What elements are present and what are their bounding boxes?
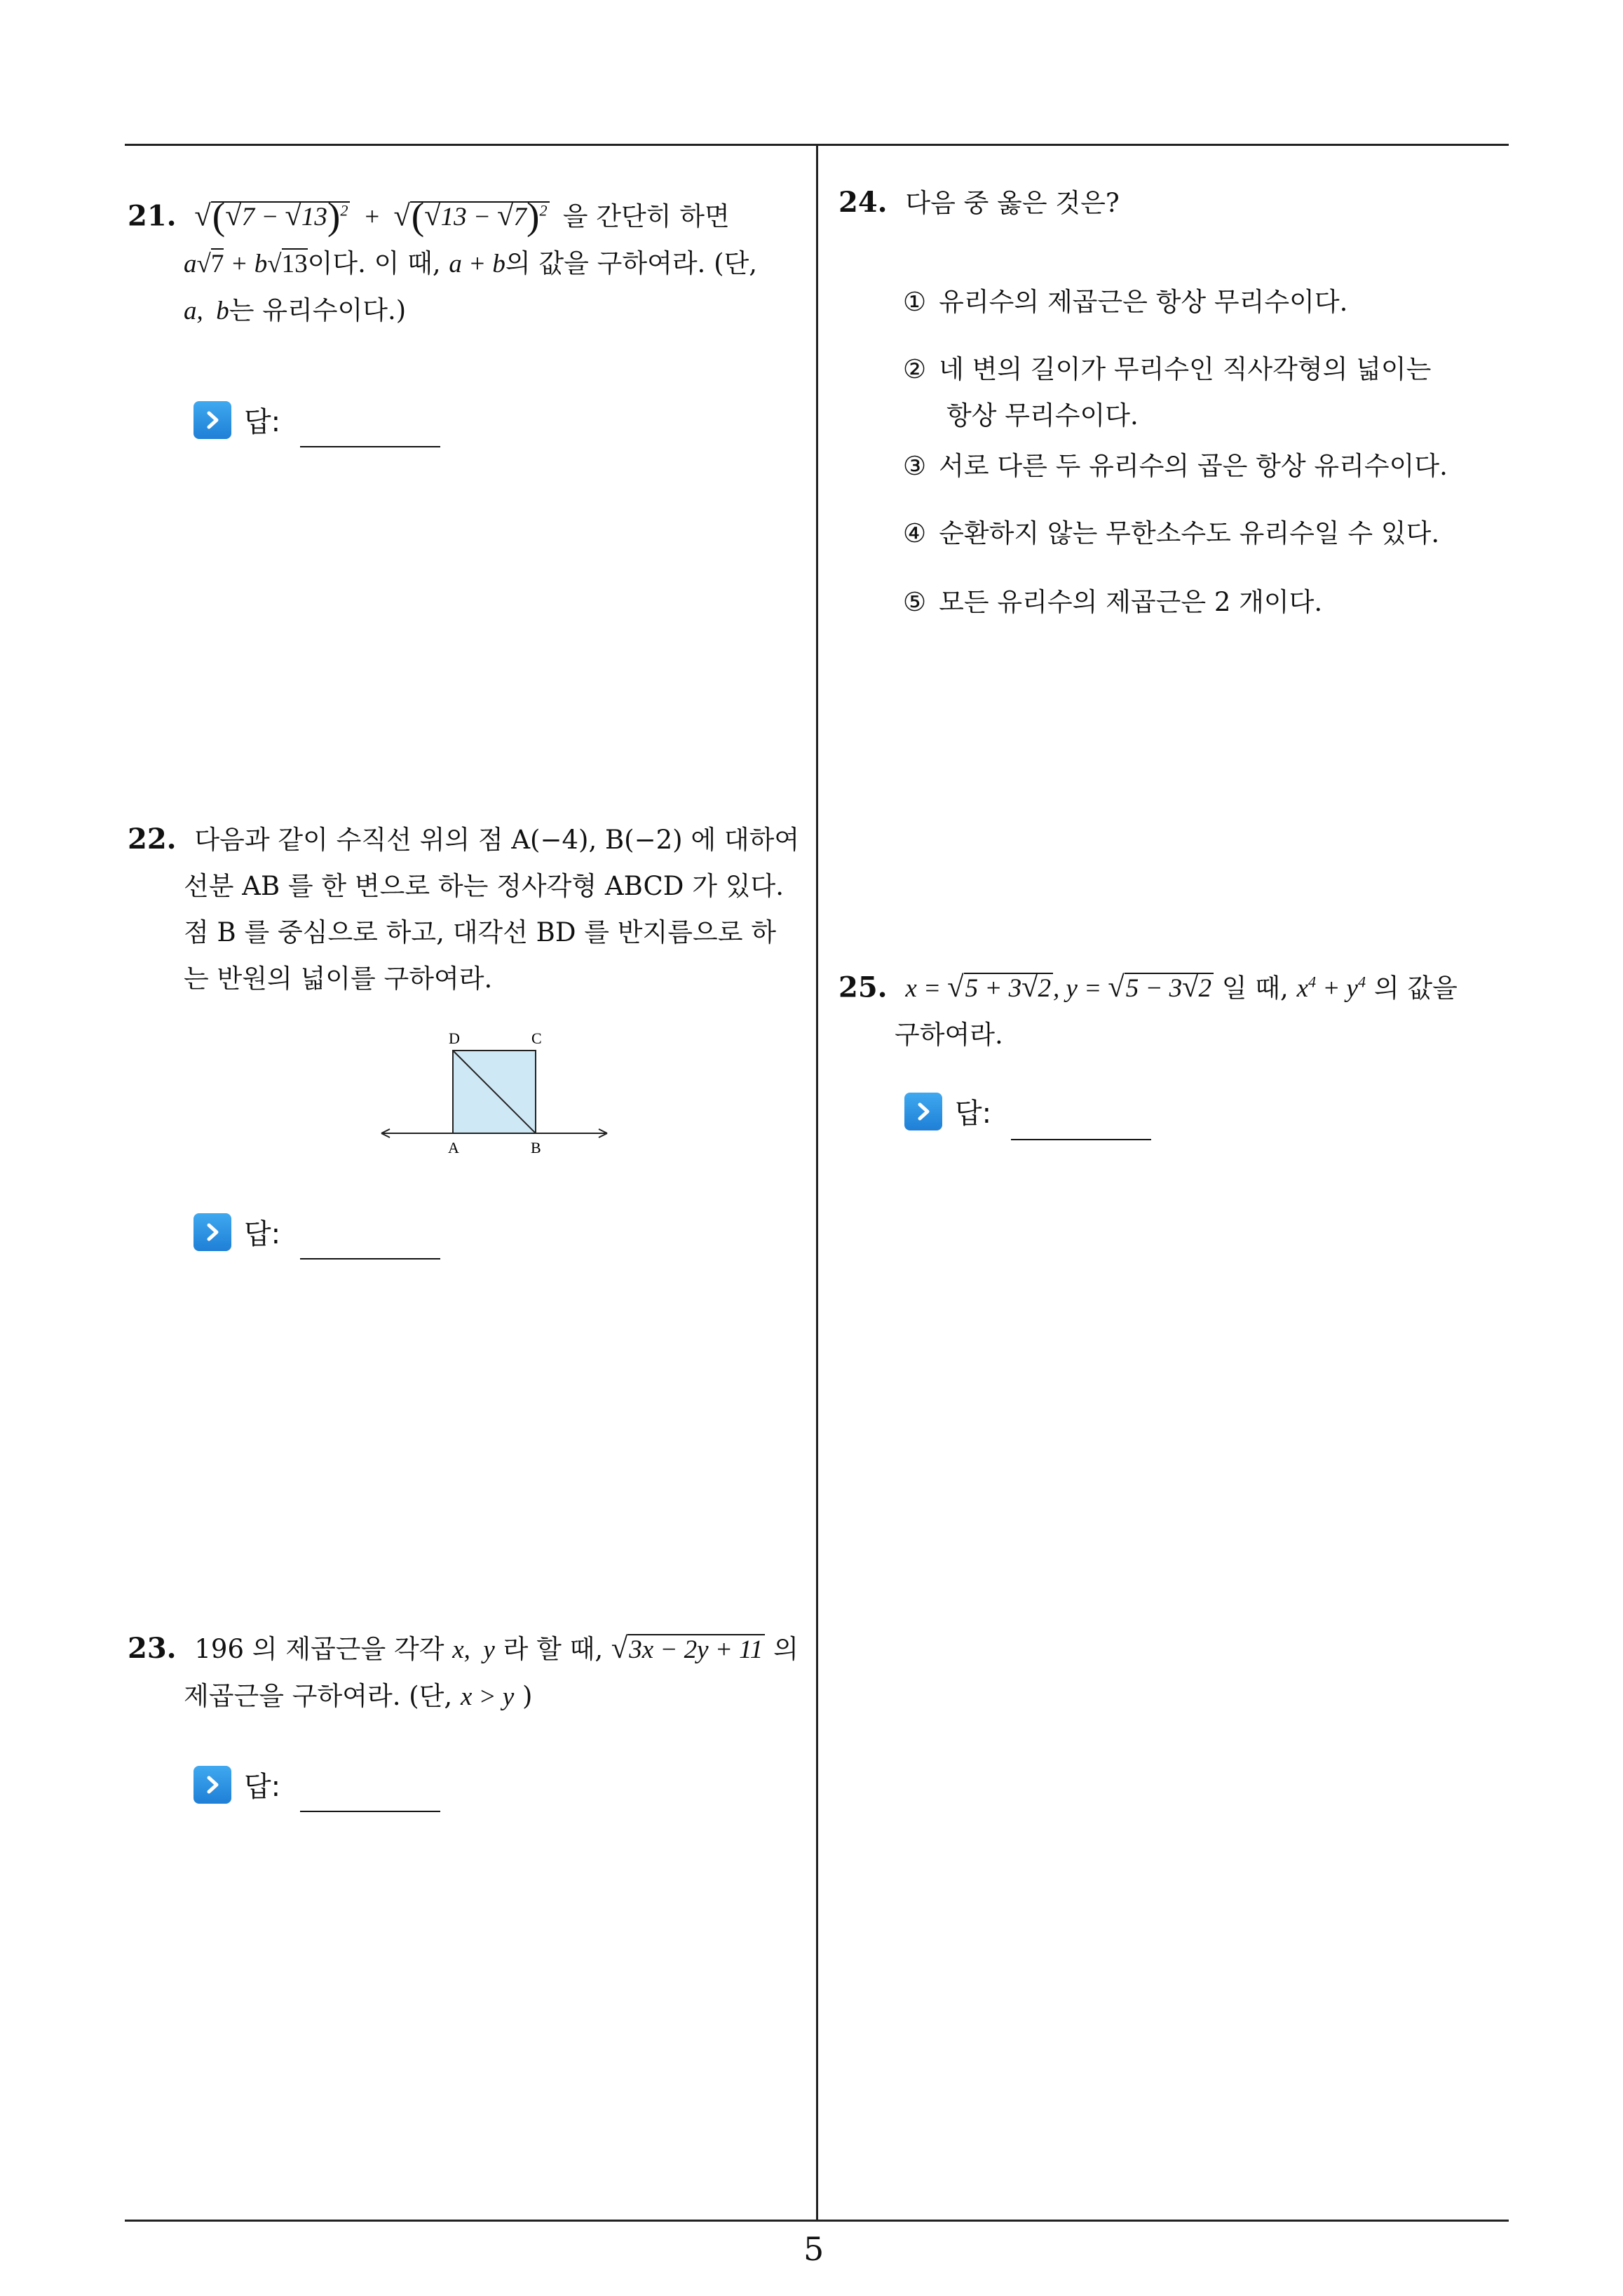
answer-label: 답: <box>244 406 281 438</box>
label-c: C <box>531 1029 542 1047</box>
answer-field-21[interactable] <box>300 446 440 447</box>
question-22 <box>128 816 808 1002</box>
q25-target: $x^4 + y^4$ <box>1296 973 1366 1004</box>
q23-condition: x > y <box>460 1682 515 1711</box>
q21-text-c: 의 값을 구하여라. (단, <box>505 248 758 279</box>
question-25 <box>838 959 1512 1058</box>
question-number: 23. <box>128 1632 177 1665</box>
q21-expression: $√(√7 - √13)^2 + √(√13 - √7)^2$ <box>194 203 555 231</box>
answer-label: 답: <box>244 1771 281 1803</box>
choice-2[interactable] <box>903 346 1431 439</box>
answer-label: 답: <box>244 1218 281 1250</box>
label-b: B <box>531 1139 541 1156</box>
choice-mark: ④ <box>903 518 927 548</box>
answer-21 <box>193 400 280 440</box>
choice-mark: ① <box>903 287 927 317</box>
label-a: A <box>448 1139 459 1156</box>
choice-mark: ③ <box>903 451 927 481</box>
bottom-rule <box>125 2220 1509 2222</box>
choice-4[interactable] <box>903 511 1439 557</box>
choice-5[interactable] <box>903 579 1322 626</box>
q22-line1: 다음과 같이 수직선 위의 점 A(−4), B(−2) 에 대하여 <box>194 825 800 855</box>
q21-form: a√7 + b√13 <box>184 250 308 279</box>
q23-expression: √3x − 2y + 11 <box>611 1626 765 1673</box>
chevron-right-icon <box>193 401 231 439</box>
answer-field-22[interactable] <box>300 1258 440 1260</box>
q24-question: 다음 중 옳은 것은? <box>905 188 1120 218</box>
answer-23 <box>193 1764 280 1804</box>
question-number: 24. <box>838 186 888 219</box>
q25-line2: 구하여라. <box>895 1020 1003 1051</box>
q21-text-a: 을 간단히 하면 <box>562 201 730 232</box>
question-21 <box>128 188 808 335</box>
choice-text: 모든 유리수의 제곱근은 2 개이다. <box>939 587 1323 617</box>
question-23 <box>128 1626 808 1720</box>
answer-field-23[interactable] <box>300 1811 440 1812</box>
choice-3[interactable] <box>903 443 1448 489</box>
q22-line2: 선분 AB 를 한 변으로 하는 정사각형 ABCD 가 있다. <box>184 871 784 901</box>
choice-text: 서로 다른 두 유리수의 곱은 항상 유리수이다. <box>939 451 1448 481</box>
answer-22 <box>193 1212 280 1252</box>
question-number: 21. <box>128 199 177 233</box>
page-number: 5 <box>803 2230 824 2268</box>
q25-text-a: 일 때, <box>1221 973 1289 1004</box>
choice-mark: ② <box>903 354 927 384</box>
choice-text: 유리수의 제곱근은 항상 무리수이다. <box>939 287 1348 317</box>
choice-text-continued: 항상 무리수이다. <box>946 400 1139 431</box>
q25-text-b: 의 값을 <box>1373 973 1458 1004</box>
q21-vars: a, b <box>184 297 229 326</box>
q21-text-d: 는 유리수이다.) <box>229 295 407 326</box>
q21-sum: a + b <box>449 250 505 279</box>
q25-expression: x = √5 + 3√2, y = √5 − 3√2 <box>905 974 1214 1003</box>
choice-1[interactable] <box>903 279 1347 325</box>
column-divider <box>816 144 818 2222</box>
q22-line4: 는 반원의 넓이를 구하여라. <box>184 964 493 994</box>
question-number: 22. <box>128 823 177 856</box>
q21-text-b: 이다. 이 때, <box>307 248 441 279</box>
q22-line3: 점 B 를 중심으로 하고, 대각선 BD 를 반지름으로 하 <box>184 917 777 947</box>
answer-label: 답: <box>955 1098 992 1130</box>
question-number: 25. <box>838 971 888 1004</box>
choice-text: 네 변의 길이가 무리수인 직사각형의 넓이는 <box>939 354 1432 384</box>
q23-line2-a: 제곱근을 구하여라. (단, <box>184 1681 453 1711</box>
chevron-right-icon <box>193 1213 231 1251</box>
choice-mark: ⑤ <box>903 587 927 617</box>
square-diagram <box>372 1024 617 1164</box>
label-d: D <box>449 1029 460 1047</box>
q23-text-c: 의 <box>773 1634 799 1664</box>
answer-25 <box>904 1091 991 1131</box>
answer-field-25[interactable] <box>1011 1139 1151 1140</box>
q23-vars: x, y <box>452 1635 495 1664</box>
chevron-right-icon <box>904 1093 942 1130</box>
q23-line2-b: ) <box>522 1681 533 1711</box>
q23-text-b: 라 할 때, <box>503 1634 604 1664</box>
q23-text-a: 196 의 제곱근을 각각 <box>194 1634 444 1664</box>
question-24 <box>838 180 1505 227</box>
chevron-right-icon <box>193 1766 231 1804</box>
choice-text: 순환하지 않는 무한소수도 유리수일 수 있다. <box>939 518 1440 548</box>
